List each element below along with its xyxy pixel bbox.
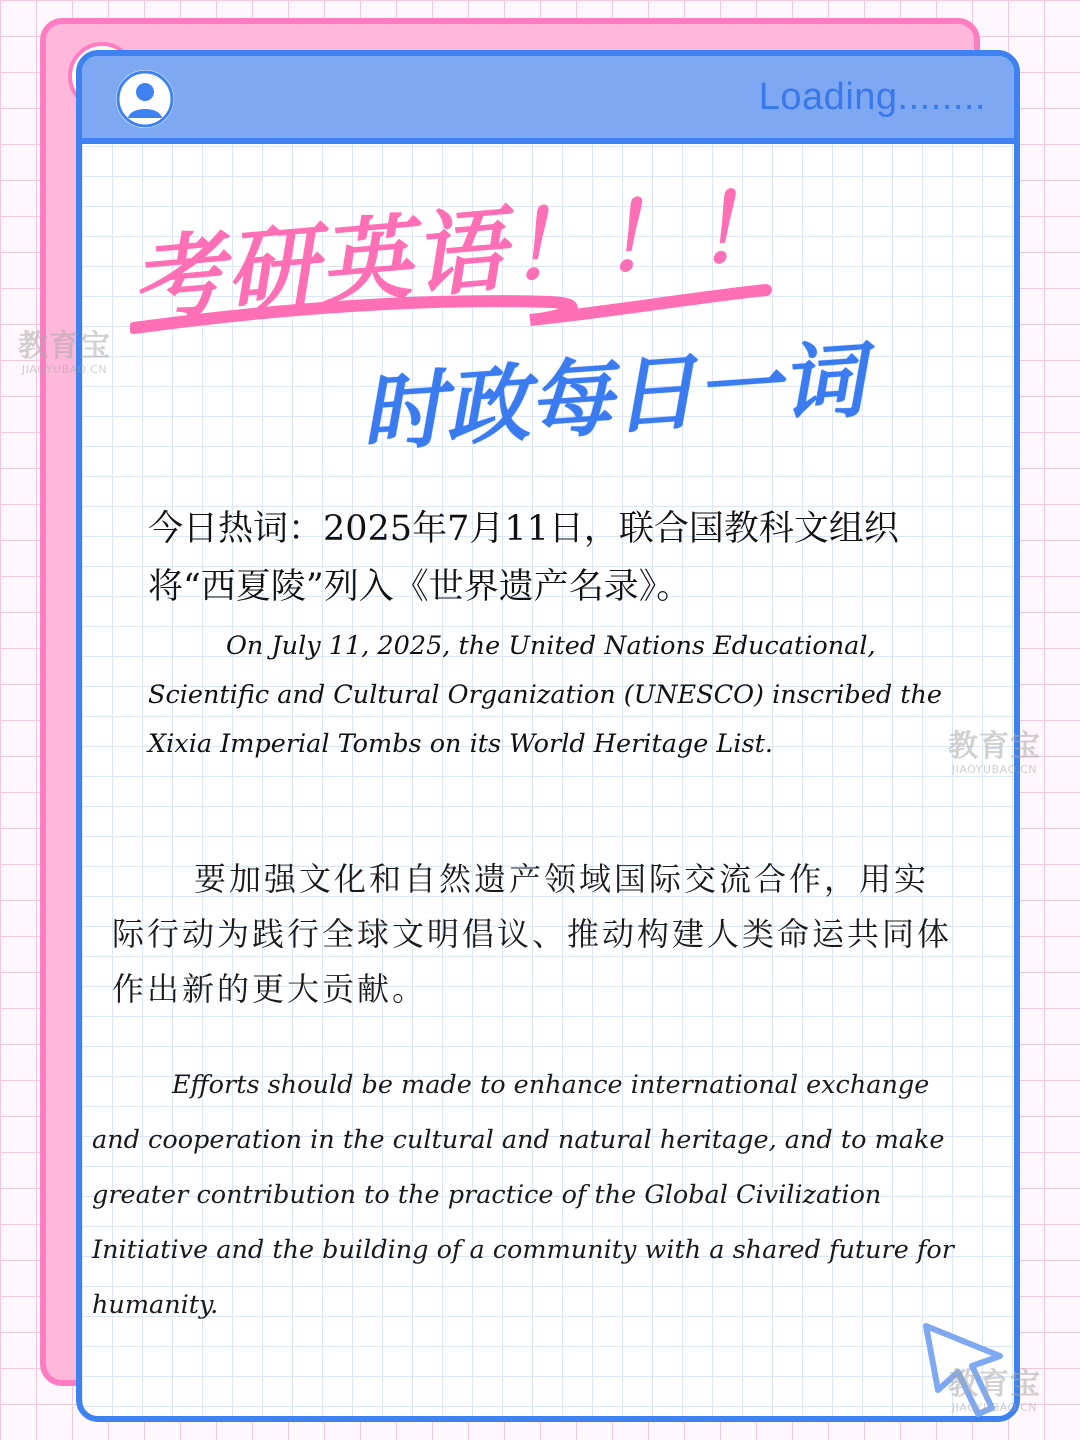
- watermark-main: 教育宝: [18, 329, 111, 364]
- watermark-sub: JIAOYUBAO.CN: [21, 363, 108, 376]
- hot-word-en: On July 11, 2025, the United Nations Educational, Scientific and Cultural Organization (UNESCO) inscribed the Xixia Imperial Tombs on its World Heritage List.: [148, 631, 943, 759]
- watermark-sub: JIAOYUBAO.CN: [951, 1401, 1038, 1414]
- watermark: [18, 330, 111, 376]
- headline-daily-word: 时政每日一词: [357, 330, 868, 464]
- watermark: [948, 1368, 1041, 1414]
- quote-zh: 要加强文化和自然遗产领域国际交流合作，用实际行动为践行全球文明倡议、推动构建人类命运共同体作出新的更大贡献。: [112, 860, 953, 1008]
- quote-en: Efforts should be made to enhance international exchange and cooperation in the cultural and natural heritage, and to make greater contribution to the practice of the Global Civilization Initiative and the building of a community with a shared future for humanity.: [92, 1070, 954, 1320]
- watermark-main: 教育宝: [948, 1367, 1041, 1402]
- window-titlebar: [82, 56, 1014, 144]
- watermark-sub: JIAOYUBAO.CN: [951, 763, 1038, 776]
- headline-kaoyan-english: 考研英语！！！: [127, 171, 793, 336]
- loading-status: Loading........: [758, 76, 986, 118]
- watermark: [948, 730, 1041, 776]
- hot-word-zh: 今日热词：2025年7月11日，联合国教科文组织将“西夏陵”列入《世界遗产名录》。: [148, 509, 899, 607]
- user-avatar-icon[interactable]: [116, 70, 174, 128]
- watermark-main: 教育宝: [948, 729, 1041, 764]
